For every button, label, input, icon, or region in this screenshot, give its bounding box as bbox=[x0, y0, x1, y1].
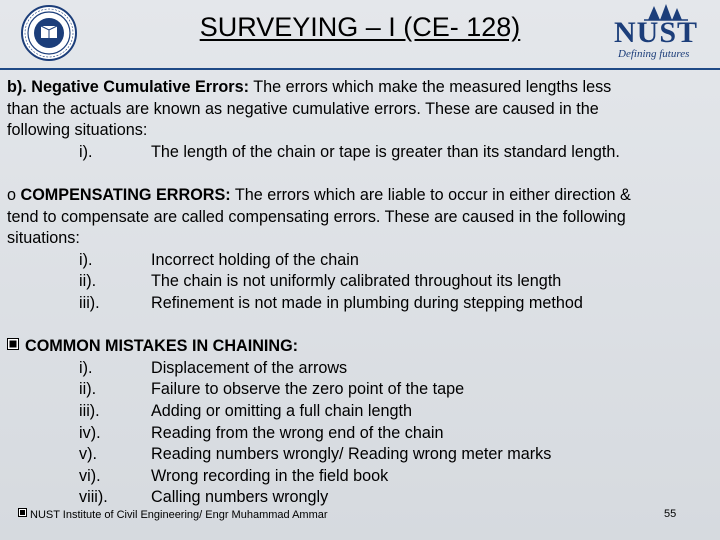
nust-tagline: Defining futures bbox=[618, 48, 690, 60]
list-item-text: Failure to observe the zero point of the tape bbox=[151, 380, 465, 399]
list-item-number: iii). bbox=[79, 401, 100, 420]
list-item-number: i). bbox=[79, 142, 93, 161]
bullet-icon: o bbox=[7, 185, 17, 204]
paragraph-line: than the actuals are known as negative cumulative errors. These are caused in the bbox=[7, 99, 599, 118]
list-item-number: ii). bbox=[79, 272, 97, 291]
list-item-text: Reading from the wrong end of the chain bbox=[151, 423, 444, 442]
list-item-text: Displacement of the arrows bbox=[151, 358, 348, 377]
common-mistakes-section bbox=[7, 336, 713, 509]
paragraph-line bbox=[7, 336, 713, 358]
common-mistakes-label: COMMON MISTAKES IN CHAINING: bbox=[25, 337, 299, 356]
page-number: 55 bbox=[664, 508, 677, 520]
slide-footer bbox=[18, 508, 328, 521]
list-item bbox=[7, 271, 713, 293]
list-item-text: The length of the chain or tape is greater than its standard length. bbox=[151, 142, 620, 161]
list-item bbox=[7, 293, 713, 315]
paragraph-text: The errors which are liable to occur in either direction & bbox=[230, 185, 631, 204]
list-item-number: iv). bbox=[79, 423, 101, 442]
negative-errors-label: b). Negative Cumulative Errors: bbox=[7, 78, 249, 96]
slide-title: SURVEYING – I (CE- 128) bbox=[199, 12, 521, 42]
checkbox-bullet-icon bbox=[7, 338, 19, 350]
negative-errors-section bbox=[7, 77, 713, 163]
paragraph-text: The errors which make the measured lengths less bbox=[248, 78, 612, 96]
paragraph-line: following situations: bbox=[7, 121, 148, 140]
slide-header bbox=[0, 0, 720, 68]
list-item-number: i). bbox=[79, 358, 93, 377]
footer-text: NUST Institute of Civil Engineering/ Engr Muhammad Ammar bbox=[30, 509, 328, 521]
list-item-text: Wrong recording in the field book bbox=[151, 466, 389, 485]
slide-content bbox=[7, 77, 713, 509]
list-item-number: vi). bbox=[79, 466, 101, 485]
list-item bbox=[7, 379, 713, 401]
list-item bbox=[7, 401, 713, 423]
list-item-number: i). bbox=[79, 250, 93, 269]
list-item-text: The chain is not uniformly calibrated throughout its length bbox=[151, 272, 562, 291]
list-item-text: Reading numbers wrongly/ Reading wrong meter marks bbox=[151, 445, 552, 464]
paragraph-line: situations: bbox=[7, 229, 80, 248]
list-item-number: viii). bbox=[79, 488, 108, 507]
list-item bbox=[7, 423, 713, 445]
list-item bbox=[7, 142, 713, 164]
list-item-number: v). bbox=[79, 445, 97, 464]
list-item bbox=[7, 250, 713, 272]
list-item-text: Adding or omitting a full chain length bbox=[151, 401, 412, 420]
list-item-text: Refinement is not made in plumbing during stepping method bbox=[151, 293, 583, 312]
nust-logo bbox=[604, 2, 716, 64]
paragraph-line: tend to compensate are called compensating errors. These are caused in the following bbox=[7, 207, 626, 226]
nust-logo-text: NUST bbox=[614, 16, 699, 49]
header-divider bbox=[0, 68, 720, 70]
list-item-text: Incorrect holding of the chain bbox=[151, 250, 359, 269]
list-item-number: ii). bbox=[79, 380, 97, 399]
list-item-text: Calling numbers wrongly bbox=[151, 488, 329, 507]
list-item bbox=[7, 487, 713, 509]
compensating-errors-label: COMPENSATING ERRORS: bbox=[20, 185, 231, 204]
list-item bbox=[7, 466, 713, 488]
compensating-errors-section bbox=[7, 185, 713, 315]
checkbox-bullet-icon bbox=[18, 508, 27, 517]
list-item-number: iii). bbox=[79, 293, 100, 312]
list-item bbox=[7, 444, 713, 466]
list-item bbox=[7, 358, 713, 380]
paragraph-line bbox=[7, 77, 713, 99]
paragraph-line bbox=[7, 185, 713, 207]
